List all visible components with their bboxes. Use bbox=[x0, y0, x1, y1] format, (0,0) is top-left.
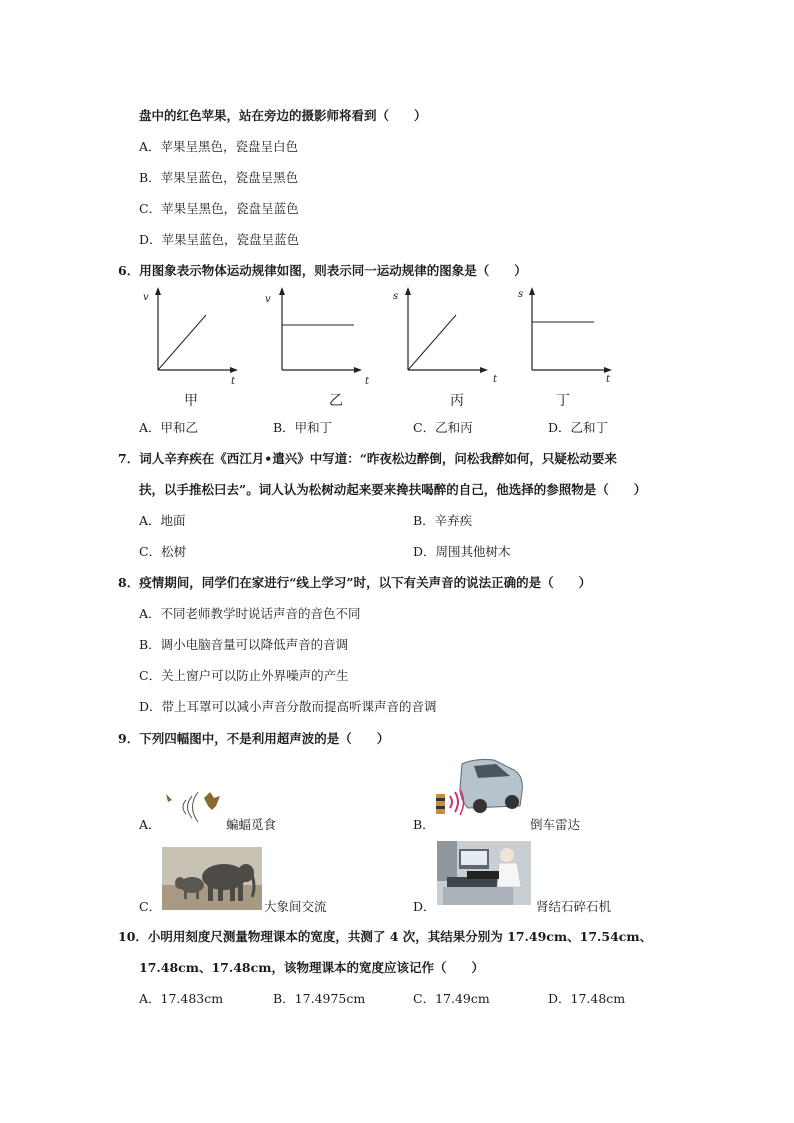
q6-bing-ylabel: s bbox=[393, 291, 399, 302]
q7-option-d: D．周围其他树木 bbox=[413, 544, 511, 559]
q6-option-c: C．乙和丙 bbox=[413, 420, 473, 435]
q6-jia-ylabel: v bbox=[143, 292, 149, 303]
q10-option-c: C．17.49cm bbox=[413, 991, 490, 1006]
q8-option-b: B．调小电脑音量可以降低声音的音调 bbox=[139, 637, 349, 652]
q5-option-d: D．苹果呈蓝色，瓷盘呈蓝色 bbox=[139, 232, 300, 247]
q10-stem-line2: 17.48cm、17.48cm，该物理课本的宽度应该记作（ ） bbox=[139, 960, 484, 975]
q6-label-ding: 丁 bbox=[556, 393, 570, 409]
q6-yi-ylabel: v bbox=[265, 294, 271, 305]
q6-label-yi: 乙 bbox=[329, 393, 343, 409]
q8-option-d: D．带上耳罩可以减小声音分散而提高听课声音的音调 bbox=[139, 699, 437, 714]
q6-label-bing: 丙 bbox=[450, 393, 464, 409]
q8-stem: 8．疫情期间，同学们在家进行“线上学习”时，以下有关声音的说法正确的是（ ） bbox=[118, 575, 592, 590]
q9-option-d-caption: 肾结石碎石机 bbox=[536, 899, 612, 914]
q6-graph-yi bbox=[262, 285, 382, 390]
q7-option-b: B．辛弃疾 bbox=[413, 513, 473, 528]
q9-option-c-letter: C． bbox=[139, 899, 162, 914]
q6-graph-jia bbox=[138, 285, 258, 390]
q6-jia-xlabel: t bbox=[231, 376, 236, 387]
q9-option-a-letter: A． bbox=[139, 817, 161, 832]
elephants-image bbox=[162, 847, 262, 910]
q8-option-c: C．关上窗户可以防止外界噪声的产生 bbox=[139, 668, 349, 683]
q6-option-d: D．乙和丁 bbox=[548, 420, 609, 435]
q9-option-b-letter: B． bbox=[413, 817, 435, 832]
q9-option-a-caption: 蝙蝠觅食 bbox=[226, 817, 277, 832]
q9-stem: 9．下列四幅图中，不是利用超声波的是（ ） bbox=[118, 731, 390, 746]
q6-ding-xlabel: t bbox=[606, 374, 611, 385]
bat-sonar-image bbox=[162, 788, 222, 826]
q10-option-d: D．17.48cm bbox=[548, 991, 626, 1006]
q6-option-a: A．甲和乙 bbox=[139, 420, 199, 435]
q10-option-a: A．17.483cm bbox=[139, 991, 224, 1006]
q5-stem: 盘中的红色苹果，站在旁边的摄影师将看到（ ） bbox=[139, 108, 427, 123]
q5-option-b: B．苹果呈蓝色，瓷盘呈黑色 bbox=[139, 170, 299, 185]
q6-label-jia: 甲 bbox=[184, 393, 198, 409]
q7-option-a: A．地面 bbox=[139, 513, 186, 528]
q6-graph-bing bbox=[388, 285, 508, 390]
q6-stem: 6．用图象表示物体运动规律如图，则表示同一运动规律的图象是（ ） bbox=[118, 263, 527, 278]
q6-graph-ding bbox=[512, 285, 632, 390]
q7-stem-line2: 扶，以手推松曰去”。词人认为松树动起来要来搀扶喝醉的自己，他选择的参照物是（ ） bbox=[139, 482, 647, 497]
q9-option-d-letter: D． bbox=[413, 899, 436, 914]
q9-option-b-caption: 倒车雷达 bbox=[530, 817, 581, 832]
q6-bing-xlabel: t bbox=[493, 374, 498, 385]
q6-option-b: B．甲和丁 bbox=[273, 420, 333, 435]
q6-yi-xlabel: t bbox=[365, 376, 370, 387]
reversing-radar-image bbox=[434, 756, 530, 822]
q5-option-c: C．苹果呈黑色，瓷盘呈蓝色 bbox=[139, 201, 299, 216]
q5-option-a: A．苹果呈黑色，瓷盘呈白色 bbox=[139, 139, 299, 154]
q7-stem-line1: 7．词人辛弃疾在《西江月•遣兴》中写道：“昨夜松边醉倒，问松我醉如何，只疑松动要来 bbox=[118, 451, 617, 466]
q7-option-c: C．松树 bbox=[139, 544, 187, 559]
q9-option-c-caption: 大象间交流 bbox=[264, 899, 327, 914]
q8-option-a: A．不同老师教学时说话声音的音色不同 bbox=[139, 606, 361, 621]
q10-option-b: B．17.4975cm bbox=[273, 991, 366, 1006]
q10-stem-line1: 10．小明用刻度尺测量物理课本的宽度，共测了 4 次，其结果分别为 17.49cm、17.54cm、 bbox=[118, 929, 653, 944]
q6-ding-ylabel: s bbox=[518, 289, 524, 300]
lithotripter-image bbox=[437, 841, 531, 905]
